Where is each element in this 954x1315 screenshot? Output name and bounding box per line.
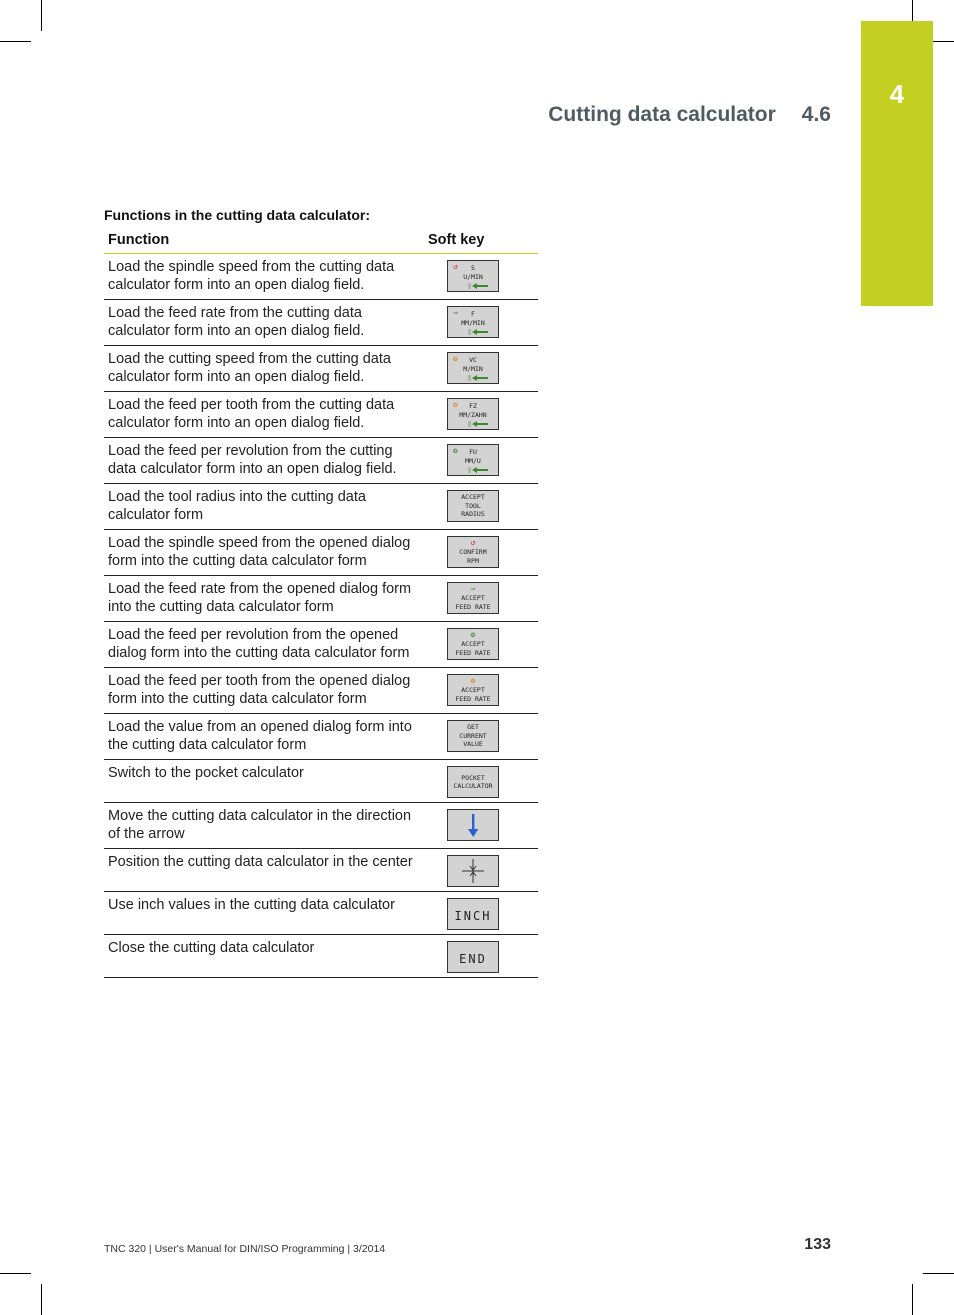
softkey-label: ACCEPT: [461, 493, 485, 502]
softkey-label: RADIUS: [461, 510, 485, 519]
green-feed-icon: ⇒: [470, 584, 476, 593]
page-number: 133: [804, 1236, 831, 1253]
col-header-function: Function: [104, 229, 424, 254]
softkey-button[interactable]: [447, 898, 499, 930]
table-row: [104, 438, 538, 484]
softkey-cell: [424, 392, 538, 438]
softkey-label: FEED RATE: [455, 694, 491, 703]
function-description: Load the feed per tooth from the cutting data calculator form into an open dialog field.: [104, 392, 424, 438]
softkey-unit: MM/ZAHN: [459, 411, 487, 419]
function-description: Close the cutting data calculator: [104, 935, 424, 978]
table-row: [104, 849, 538, 892]
function-description: Move the cutting data calculator in the direction of the arrow: [104, 803, 424, 849]
softkey-label: F: [471, 310, 475, 318]
softkey-button[interactable]: [447, 628, 499, 660]
softkey-cell: [424, 935, 538, 978]
softkey-cell: [424, 668, 538, 714]
orange-tool-icon: ❂: [453, 400, 458, 409]
table-row: [104, 803, 538, 849]
function-description: Load the feed per tooth from the opened dialog form into the cutting data calculator form: [104, 668, 424, 714]
softkey-label: VALUE: [463, 740, 483, 749]
softkey-label: END: [459, 952, 487, 966]
softkey-cell: [424, 438, 538, 484]
softkey-button[interactable]: [447, 582, 499, 614]
table-row: [104, 714, 538, 760]
table-row: [104, 484, 538, 530]
green-left-arrow-icon: [468, 467, 488, 473]
softkey-label: FZ: [469, 402, 477, 410]
softkey-label: ACCEPT: [461, 686, 485, 694]
table-row: [104, 760, 538, 803]
function-description: Load the cutting speed from the cutting data calculator form into an open dialog field.: [104, 346, 424, 392]
softkey-cell: [424, 760, 538, 803]
softkey-unit: M/MIN: [463, 365, 483, 373]
softkey-label: ACCEPT: [461, 640, 485, 648]
softkey-unit: U/MIN: [463, 273, 483, 281]
functions-table: [104, 229, 538, 978]
green-tool-icon: ❂: [470, 630, 476, 639]
red-spindle-icon: ↺: [470, 538, 476, 547]
softkey-button[interactable]: [447, 809, 499, 841]
softkey-label: CALCULATOR: [453, 782, 493, 790]
function-description: Position the cutting data calculator in the center: [104, 849, 424, 892]
softkey-button[interactable]: [447, 306, 499, 338]
softkey-cell: [424, 254, 538, 300]
header-title: Cutting data calculator: [548, 103, 776, 126]
function-description: Switch to the pocket calculator: [104, 760, 424, 803]
table-row: [104, 935, 538, 978]
softkey-label: VC: [469, 356, 477, 364]
table-row: [104, 346, 538, 392]
softkey-label: FU: [469, 448, 477, 456]
table-row: [104, 530, 538, 576]
function-description: Load the value from an opened dialog form into the cutting data calculator form: [104, 714, 424, 760]
softkey-button[interactable]: [447, 260, 499, 292]
softkey-cell: [424, 803, 538, 849]
softkey-button[interactable]: [447, 941, 499, 973]
function-description: Load the spindle speed from the opened dialog form into the cutting data calculator form: [104, 530, 424, 576]
crop-mark: [41, 1284, 42, 1315]
crop-mark: [0, 41, 31, 42]
function-description: Load the feed rate from the opened dialog form into the cutting data calculator form: [104, 576, 424, 622]
function-description: Load the spindle speed from the cutting data calculator form into an open dialog field.: [104, 254, 424, 300]
header-section: 4.6: [801, 103, 831, 126]
softkey-cell: [424, 622, 538, 668]
softkey-label: FEED RATE: [455, 602, 491, 611]
center-crosshair-icon: [448, 856, 498, 886]
table-row: [104, 622, 538, 668]
softkey-cell: [424, 346, 538, 392]
orange-tool-icon: ❂: [470, 676, 476, 685]
softkey-cell: [424, 530, 538, 576]
crop-mark: [912, 1284, 913, 1315]
softkey-label: INCH: [454, 909, 492, 923]
softkey-button[interactable]: [447, 398, 499, 430]
blue-down-arrow-icon: [448, 810, 498, 840]
chapter-number: 4: [889, 79, 905, 109]
function-description: Load the feed per revolution from the opened dialog form into the cutting data calculator form: [104, 622, 424, 668]
green-left-arrow-icon: [468, 375, 488, 381]
function-description: Load the feed rate from the cutting data calculator form into an open dialog field.: [104, 300, 424, 346]
green-left-arrow-icon: [468, 329, 488, 335]
softkey-label: ACCEPT: [461, 594, 485, 602]
softkey-label: RPM: [467, 556, 479, 565]
green-feed-icon: ⇒: [453, 308, 458, 317]
crop-mark: [0, 1273, 31, 1274]
softkey-cell: [424, 484, 538, 530]
softkey-unit: MM/MIN: [461, 319, 485, 327]
softkey-button[interactable]: [447, 855, 499, 887]
softkey-label: CONFIRM: [459, 548, 487, 556]
softkey-button[interactable]: [447, 674, 499, 706]
softkey-cell: [424, 849, 538, 892]
green-left-arrow-icon: [468, 421, 488, 427]
function-description: Load the feed per revolution from the cutting data calculator form into an open dialog field.: [104, 438, 424, 484]
softkey-label: TOOL: [465, 501, 481, 510]
table-header-row: [104, 229, 538, 254]
softkey-label: FEED RATE: [455, 648, 491, 657]
table-row: [104, 254, 538, 300]
softkey-label: GET: [467, 723, 479, 732]
crop-mark: [923, 1273, 954, 1274]
table-row: [104, 576, 538, 622]
crop-mark: [41, 0, 42, 31]
softkey-cell: [424, 576, 538, 622]
orange-tool-icon: ❂: [453, 354, 458, 363]
table-row: [104, 300, 538, 346]
section-subtitle: Functions in the cutting data calculator:: [104, 207, 371, 223]
chapter-tab: [861, 21, 933, 306]
table-row: [104, 392, 538, 438]
softkey-label: S: [471, 264, 475, 272]
softkey-button[interactable]: [447, 766, 499, 798]
softkey-button[interactable]: [447, 720, 499, 752]
green-tool-icon: ❂: [453, 446, 458, 455]
softkey-button[interactable]: [447, 536, 499, 568]
softkey-cell: [424, 714, 538, 760]
green-left-arrow-icon: [468, 283, 488, 289]
function-description: Use inch values in the cutting data calculator: [104, 892, 424, 935]
function-description: Load the tool radius into the cutting data calculator form: [104, 484, 424, 530]
page-header: [548, 103, 831, 127]
footer-text: TNC 320 | User's Manual for DIN/ISO Programming | 3/2014: [104, 1243, 386, 1255]
col-header-softkey: Soft key: [424, 229, 538, 254]
softkey-label: POCKET: [461, 773, 485, 782]
table-row: [104, 668, 538, 714]
softkey-button[interactable]: [447, 444, 499, 476]
softkey-cell: [424, 300, 538, 346]
red-spindle-icon: ↺: [453, 262, 458, 271]
softkey-label: CURRENT: [459, 731, 487, 740]
softkey-unit: MM/U: [465, 457, 481, 465]
softkey-cell: [424, 892, 538, 935]
softkey-button[interactable]: [447, 352, 499, 384]
table-row: [104, 892, 538, 935]
softkey-button[interactable]: [447, 490, 499, 522]
